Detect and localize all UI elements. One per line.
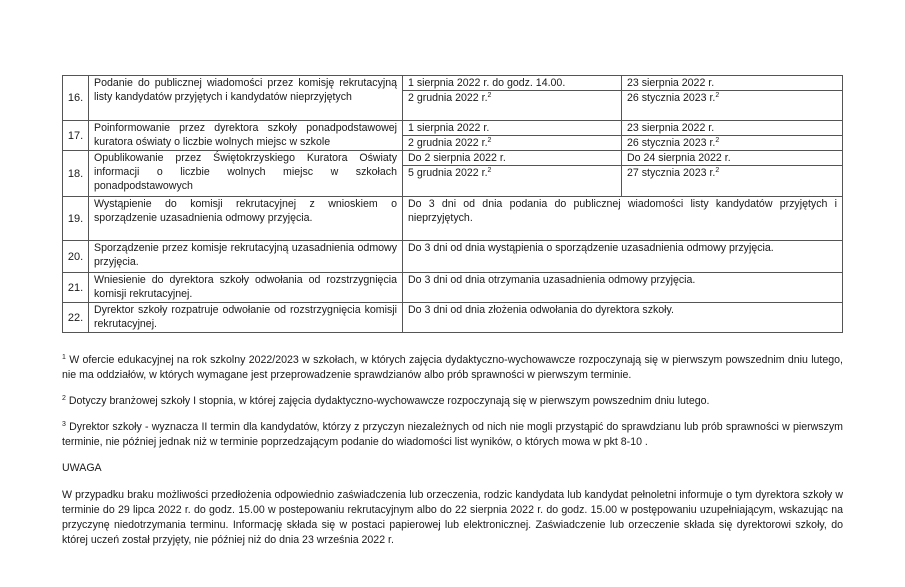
footnote-2: $^2$ Dotyczy branżowej szkoły I stopnia, w której zajęcia dydaktyczno-wychowawcze rozpoczynają się w pierwszym powszednim dniu lutego. (62, 395, 710, 407)
row-description: Poinformowanie przez dyrektora szkoły ponadpodstawowej kuratora oświaty o liczbie wolnych miejsc w szkole (89, 121, 403, 151)
row-description: Sporządzenie przez komisje rekrutacyjną uzasadnienia odmowy przyjęcia. (89, 241, 403, 273)
table-row-18 (63, 151, 843, 166)
second-term-start: 2 grudnia 2022 r.$^2$ (403, 91, 622, 121)
row-deadline: Do 3 dni od dnia złożenia odwołania do dyrektora szkoły. (403, 303, 843, 333)
second-term-end: 26 stycznia 2023 r.$^2$ (622, 91, 843, 121)
table-row-19 (63, 197, 843, 241)
row-deadline: Do 3 dni od dnia podania do publicznej wiadomości listy kandydatów przyjętych i nieprzyjętych. (403, 197, 843, 241)
footnote-mark: 2 (62, 395, 66, 402)
row-description: Wniesienie do dyrektora szkoły odwołania od rozstrzygnięcia komisji rekrutacyjnej. (89, 273, 403, 303)
footnote-ref: 2 (487, 92, 492, 99)
row-deadline: Do 3 dni od dnia otrzymania uzasadnienia odmowy przyjęcia. (403, 273, 843, 303)
footnotes-section (62, 353, 843, 559)
row-number: 22. (63, 303, 89, 333)
row-number: 19. (63, 197, 89, 241)
row-description: Podanie do publicznej wiadomości przez komisję rekrutacyjną listy kandydatów przyjętych i kandydatów nieprzyjętych (89, 76, 403, 121)
table-row-17 (63, 121, 843, 136)
row-description: Opublikowanie przez Świętokrzyskiego Kuratora Oświaty informacji o liczbie wolnych miejsc w szkołach ponadpodstawowych (89, 151, 403, 197)
first-term-start: Do 2 sierpnia 2022 r. (403, 151, 622, 166)
row-deadline: Do 3 dni od dnia wystąpienia o sporządzenie uzasadnienia odmowy przyjęcia. (403, 241, 843, 273)
table-row-21 (63, 273, 843, 303)
row-number: 17. (63, 121, 89, 151)
footnote-mark: 3 (62, 421, 66, 428)
row-number: 20. (63, 241, 89, 273)
table-row-20 (63, 241, 843, 273)
first-term-start: 1 sierpnia 2022 r. do godz. 14.00. (403, 76, 622, 91)
row-description: Dyrektor szkoły rozpatruje odwołanie od rozstrzygnięcia komisji rekrutacyjnej. (89, 303, 403, 333)
footnote-ref: 2 (715, 167, 720, 174)
first-term-start: 1 sierpnia 2022 r. (403, 121, 622, 136)
footnote-ref: 2 (487, 167, 492, 174)
first-term-end: Do 24 sierpnia 2022 r. (622, 151, 843, 166)
uwaga-heading: UWAGA (62, 462, 102, 474)
row-number: 16. (63, 76, 89, 121)
second-term-start: 2 grudnia 2022 r.$^2$ (403, 136, 622, 151)
footnote-ref: 2 (715, 137, 720, 144)
table-row-22 (63, 303, 843, 333)
uwaga-paragraph: W przypadku braku możliwości przedłożenia odpowiednio zaświadczenia lub orzeczenia, rodzic kandydata lub kandydat pełnoletni informuje o tym dyrektora szkoły w terminie do 29 lipca 2022 r. do godz. 15.00 w postepowaniu rekrutacyjnym albo do 22 sierpnia 2022 r. do godz. 15.00 w postępowaniu uzupełniającym, wskazując na przyczynę niedotrzymania terminu. Informację składa się w postaci papierowej lub elektronicznej. Zaświadczenie lub orzeczenie składa się dyrektorowi szkoły, do której uczeń został przyjęty, nie później niż do dnia 23 września 2022 r. (62, 489, 843, 546)
row-number: 18. (63, 151, 89, 197)
first-term-end: 23 sierpnia 2022 r. (622, 76, 843, 91)
second-term-end: 27 stycznia 2023 r.$^2$ (622, 166, 843, 197)
footnote-3: $^3$ Dyrektor szkoły - wyznacza II termin dla kandydatów, którzy z przyczyn niezależnych od nich nie mogli przystąpić do sprawdzianu lub prób sprawności w pierwszym terminie, nie później jednak niż w terminie poprzedzającym podanie do wiadomości list wyników, o których mowa w pkt 8-10 . (62, 421, 843, 448)
footnote-1: $^1$ W ofercie edukacyjnej na rok szkolny 2022/2023 w szkołach, w których zajęcia dydaktyczno-wychowawcze rozpoczynają się w pierwszym powszednim dniu lutego, nie ma oddziałów, w których wymagane jest przeprowadzenie sprawdzianów albo prób sprawności w pierwszym terminie. (62, 354, 843, 381)
table-row-16 (63, 76, 843, 91)
recruitment-schedule-table (62, 75, 843, 333)
row-number: 21. (63, 273, 89, 303)
second-term-start: 5 grudnia 2022 r.$^2$ (403, 166, 622, 197)
second-term-end: 26 stycznia 2023 r.$^2$ (622, 136, 843, 151)
footnote-mark: 1 (62, 354, 66, 361)
footnote-ref: 2 (487, 137, 492, 144)
row-description: Wystąpienie do komisji rekrutacyjnej z wnioskiem o sporządzenie uzasadnienia odmowy przyjęcia. (89, 197, 403, 241)
footnote-ref: 2 (715, 92, 720, 99)
first-term-end: 23 sierpnia 2022 r. (622, 121, 843, 136)
